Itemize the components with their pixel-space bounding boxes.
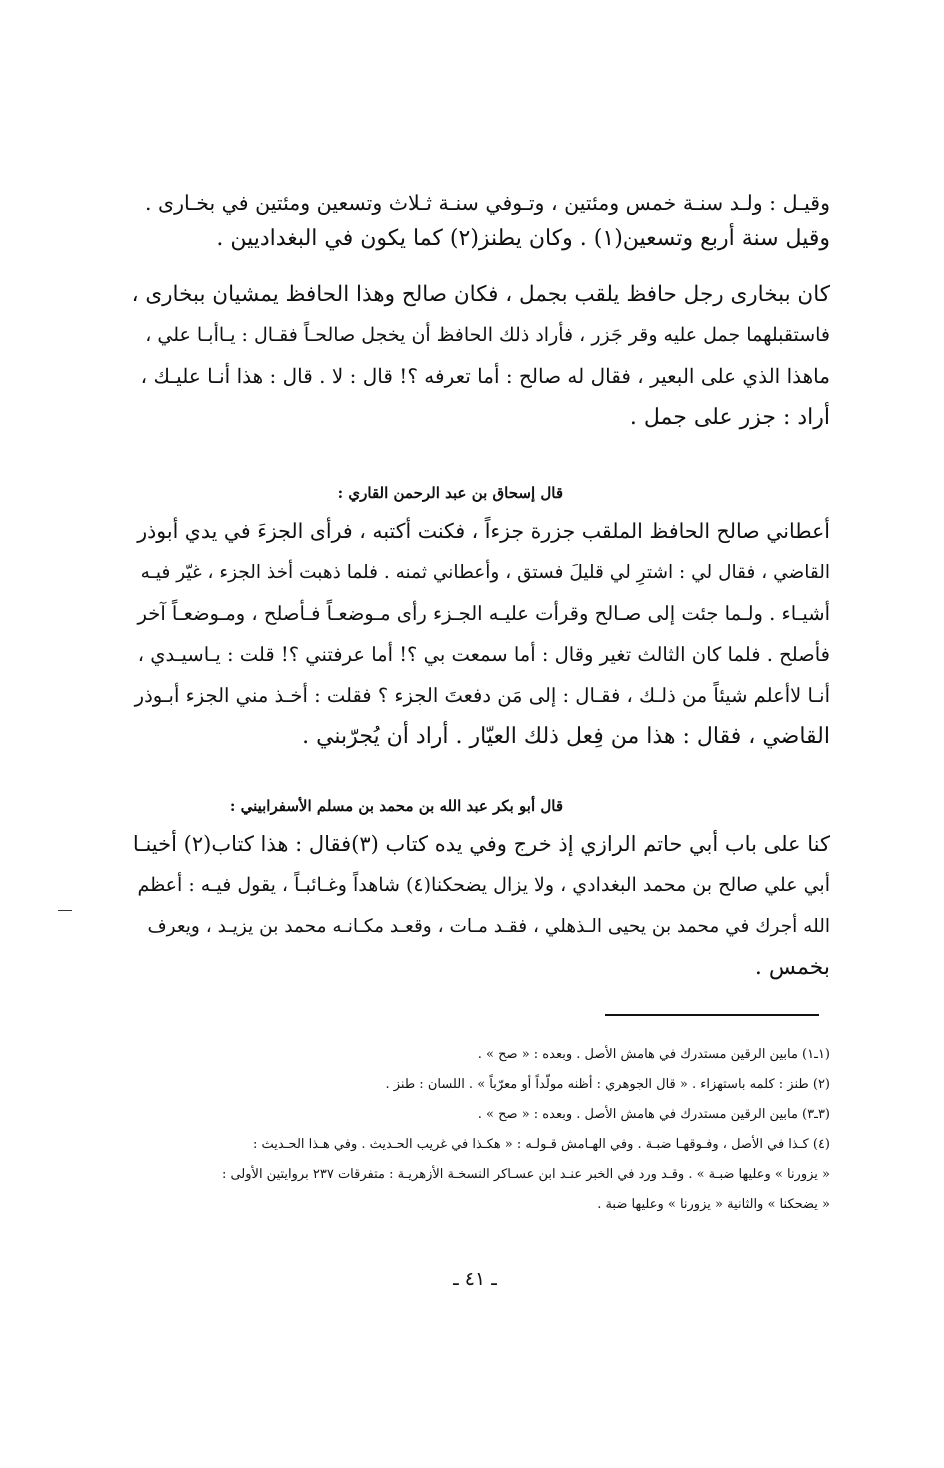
text-line: بخمس . xyxy=(754,955,830,980)
text-line: وقيل سنة أربع وتسعين(١) . وكان يطنز(٢) كما يكون في البغداديين . xyxy=(216,226,830,251)
paragraph-birth-death xyxy=(130,183,830,259)
text-line: وقيـل : ولـد سنـة خمس ومئتين ، وتـوفي سنـة ثـلاث وتسعين ومئتين في بخـارى . xyxy=(145,191,830,215)
section-heading-ishaq: قال إسحاق بن عبد الرحمن القاري : xyxy=(337,484,563,502)
text-line: أنـا لاأعلم شيئاً من ذلـك ، فقـال : إلى مَن دفعتَ الجزء ؟ فقلت : أخـذ مني الجزء أبـوذر xyxy=(134,684,830,707)
footnote-line: (٤) كـذا في الأصل ، وفـوقهـا ضبـة . وفي الهـامش قـولـه : « هكـذا في غريب الحـديث . وفي هـذا الحـديث : xyxy=(253,1137,830,1152)
text-line: فأصلح . فلما كان الثالث تغير وقال : أما سمعت بي ؟! أما عرفتني ؟! قلت : يـاسيـدي ، xyxy=(137,643,830,666)
text-line: القاضي ، فقال لي : اشترِ لي قليلَ فستق ، وأعطاني ثمنه . فلما ذهبت أخذ الجزء ، غيّر فيـه xyxy=(140,562,830,583)
section-heading-abu-bakr: قال أبو بكر عبد الله بن محمد بن مسلم الأسفرابيني : xyxy=(229,797,563,815)
text-line: أعطاني صالح الحافظ الملقب جزرة جزءاً ، فكنت أكتبه ، فرأى الجزءَ في يدي أبوذر xyxy=(137,519,830,543)
paragraph-jamal-anecdote xyxy=(130,274,830,438)
footnote-separator xyxy=(605,1014,819,1016)
margin-mark xyxy=(58,910,72,911)
footnotes xyxy=(130,1040,830,1220)
text-line: أشيـاء . ولـما جئت إلى صـالح وقرأت عليـه الجـزء رأى مـوضعـاً فـأصلح ، ومـوضعـاً آخر xyxy=(137,602,830,625)
text-line: كان ببخارى رجل حافظ يلقب بجمل ، فكان صالح وهذا الحافظ يمشيان ببخارى ، xyxy=(131,282,830,307)
text-line: أراد : جزر على جمل . xyxy=(629,405,830,430)
footnote-line: « يزورنا » وعليها ضبـة » . وقـد ورد في الخبر عنـد ابن عسـاكر النسخـة الأزهريـة : متفرقات ٢٣٧ بروايتين الأولى : xyxy=(221,1167,830,1182)
text-line: ماهذا الذي على البعير ، فقال له صالح : أما تعرفه ؟! قال : لا . قال : هذا أنـا عليـك ، xyxy=(140,364,830,388)
footnote-line: (١ـ١) مابين الرقين مستدرك في هامش الأصل . وبعده : « صح » . xyxy=(477,1047,830,1062)
footnote-line: (٢) طنز : كلمه باستهزاء . « قال الجوهري : أظنه مولّداً أو معرّباً » . اللسان : طنز . xyxy=(385,1077,830,1092)
page-number: ـ ٤١ ـ xyxy=(453,1268,497,1290)
text-line: أبي علي صالح بن محمد البغدادي ، ولا يزال يضحكنا(٤) شاهداً وغـائبـاً ، يقول فيـه : أعظم xyxy=(137,874,830,896)
footnote-line: (٣ـ٣) مابين الرقين مستدرك في هامش الأصل . وبعده : « صح » . xyxy=(477,1107,830,1122)
text-line: فاستقبلهما جمل عليه وقر جَزر ، فأراد ذلك الحافظ أن يخجل صالحـاً فقـال : يـاأبـا علي ، xyxy=(145,324,830,346)
paragraph-ishaq-narration xyxy=(130,511,830,757)
text-line: الله أجرك في محمد بن يحيى الـذهلي ، فقـد مـات ، وقعـد مكـانـه محمد بن يزيـد ، ويعرف xyxy=(147,916,830,937)
footnote-line: « يضحكنا » والثانية « يزورنا » وعليها ضبة . xyxy=(597,1197,830,1212)
text-line: كنا على باب أبي حاتم الرازي إذ خرج وفي يده كتاب (٣)فقال : هذا كتاب(٢) أخينـا xyxy=(132,832,830,856)
paragraph-abu-bakr-narration xyxy=(130,824,830,988)
text-line: القاضي ، فقال : هذا من فِعل ذلك العيّار . أراد أن يُجرّبني . xyxy=(302,724,830,749)
